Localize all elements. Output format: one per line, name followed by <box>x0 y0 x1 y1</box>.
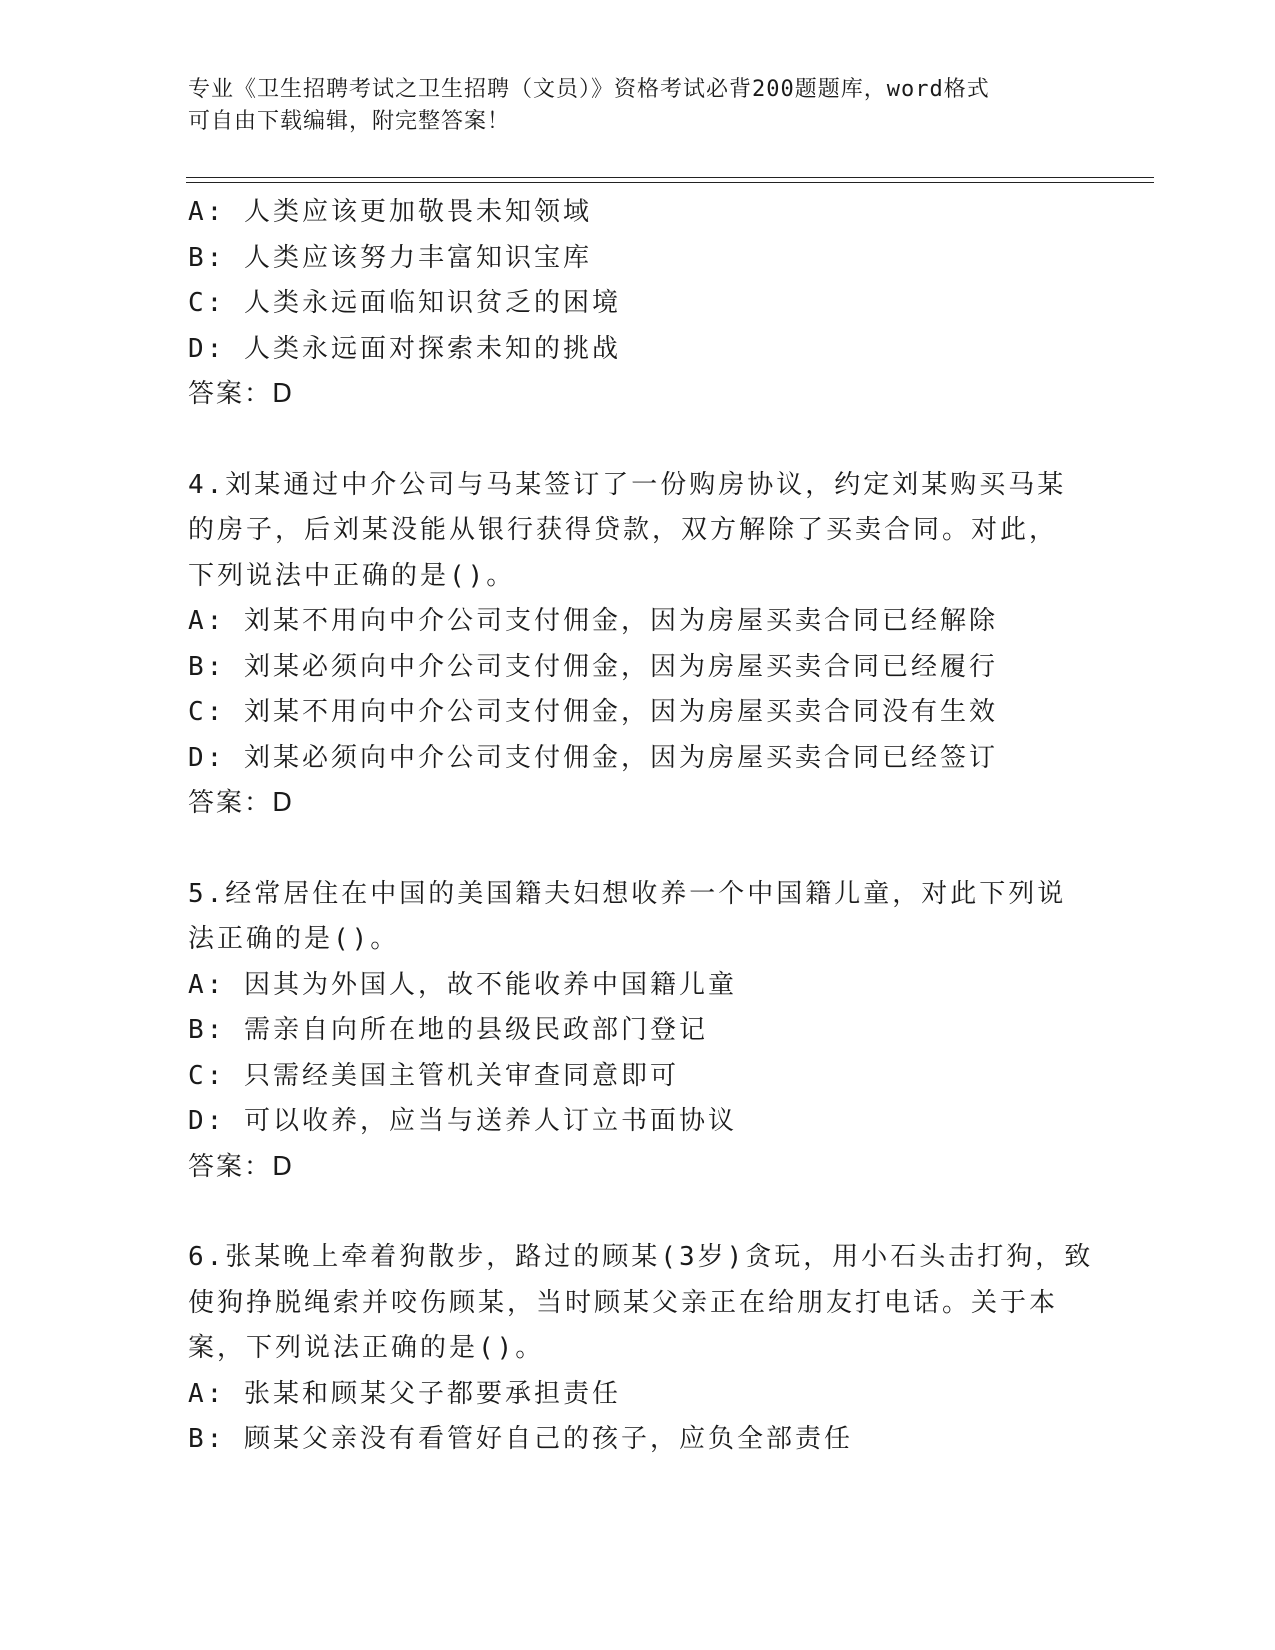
option-a: A: 因其为外国人，故不能收养中国籍儿童 <box>188 969 737 1000</box>
header-divider-bottom <box>186 182 1154 183</box>
option-d: D: 刘某必须向中介公司支付佣金，因为房屋买卖合同已经签订 <box>188 742 998 773</box>
option-d: D: 人类永远面对探索未知的挑战 <box>188 333 621 364</box>
question-4 <box>188 463 1088 827</box>
header-divider-top <box>186 177 1154 178</box>
option-b: B: 需亲自向所在地的县级民政部门登记 <box>188 1015 708 1045</box>
option-b: B: 刘某必须向中介公司支付佣金，因为房屋买卖合同已经履行 <box>188 651 998 682</box>
option-a: A: 张某和顾某父子都要承担责任 <box>188 1378 621 1409</box>
spacer <box>188 418 1088 463</box>
question-stem-line: 案，下列说法正确的是()。 <box>188 1333 545 1363</box>
question-3 <box>188 190 1088 418</box>
question-stem-line: 下列说法中正确的是()。 <box>188 560 516 591</box>
question-stem-line: 使狗挣脱绳索并咬伤顾某，当时顾某父亲正在给朋友打电话。关于本 <box>188 1287 1059 1318</box>
answer-line: 答案：D <box>188 1151 295 1182</box>
question-6 <box>188 1235 1094 1463</box>
question-stem-line: 6.张某晚上牵着狗散步，路过的顾某(3岁)贪玩，用小石头击打狗，致 <box>188 1242 1094 1272</box>
document-header <box>188 74 1068 138</box>
option-c: C: 人类永远面临知识贫乏的困境 <box>188 288 621 318</box>
answer-line: 答案：D <box>188 379 295 409</box>
question-stem-line: 法正确的是()。 <box>188 924 400 954</box>
answer-line: 答案：D <box>188 788 295 818</box>
header-line-1: 专业《卫生招聘考试之卫生招聘（文员）》资格考试必背200题题库，word格式 <box>188 77 990 102</box>
question-stem-line: 的房子，后刘某没能从银行获得贷款，双方解除了买卖合同。对此， <box>188 515 1059 545</box>
question-5 <box>188 872 1088 1191</box>
option-c: C: 刘某不用向中介公司支付佣金，因为房屋买卖合同没有生效 <box>188 697 998 727</box>
spacer <box>188 1190 1088 1235</box>
option-b: B: 顾某父亲没有看管好自己的孩子，应负全部责任 <box>188 1424 853 1454</box>
option-b: B: 人类应该努力丰富知识宝库 <box>188 242 592 273</box>
option-c: C: 只需经美国主管机关审查同意即可 <box>188 1060 679 1091</box>
question-stem-line: 5.经常居住在中国的美国籍夫妇想收养一个中国籍儿童，对此下列说 <box>188 878 1067 909</box>
spacer <box>188 827 1088 872</box>
option-a: A: 人类应该更加敬畏未知领域 <box>188 197 592 227</box>
option-d: D: 可以收养，应当与送养人订立书面协议 <box>188 1106 737 1136</box>
option-a: A: 刘某不用向中介公司支付佣金，因为房屋买卖合同已经解除 <box>188 606 998 636</box>
header-line-2: 可自由下载编辑，附完整答案！ <box>188 109 511 134</box>
question-stem-line: 4.刘某通过中介公司与马某签订了一份购房协议，约定刘某购买马某 <box>188 469 1067 500</box>
question-list <box>188 190 1094 1463</box>
